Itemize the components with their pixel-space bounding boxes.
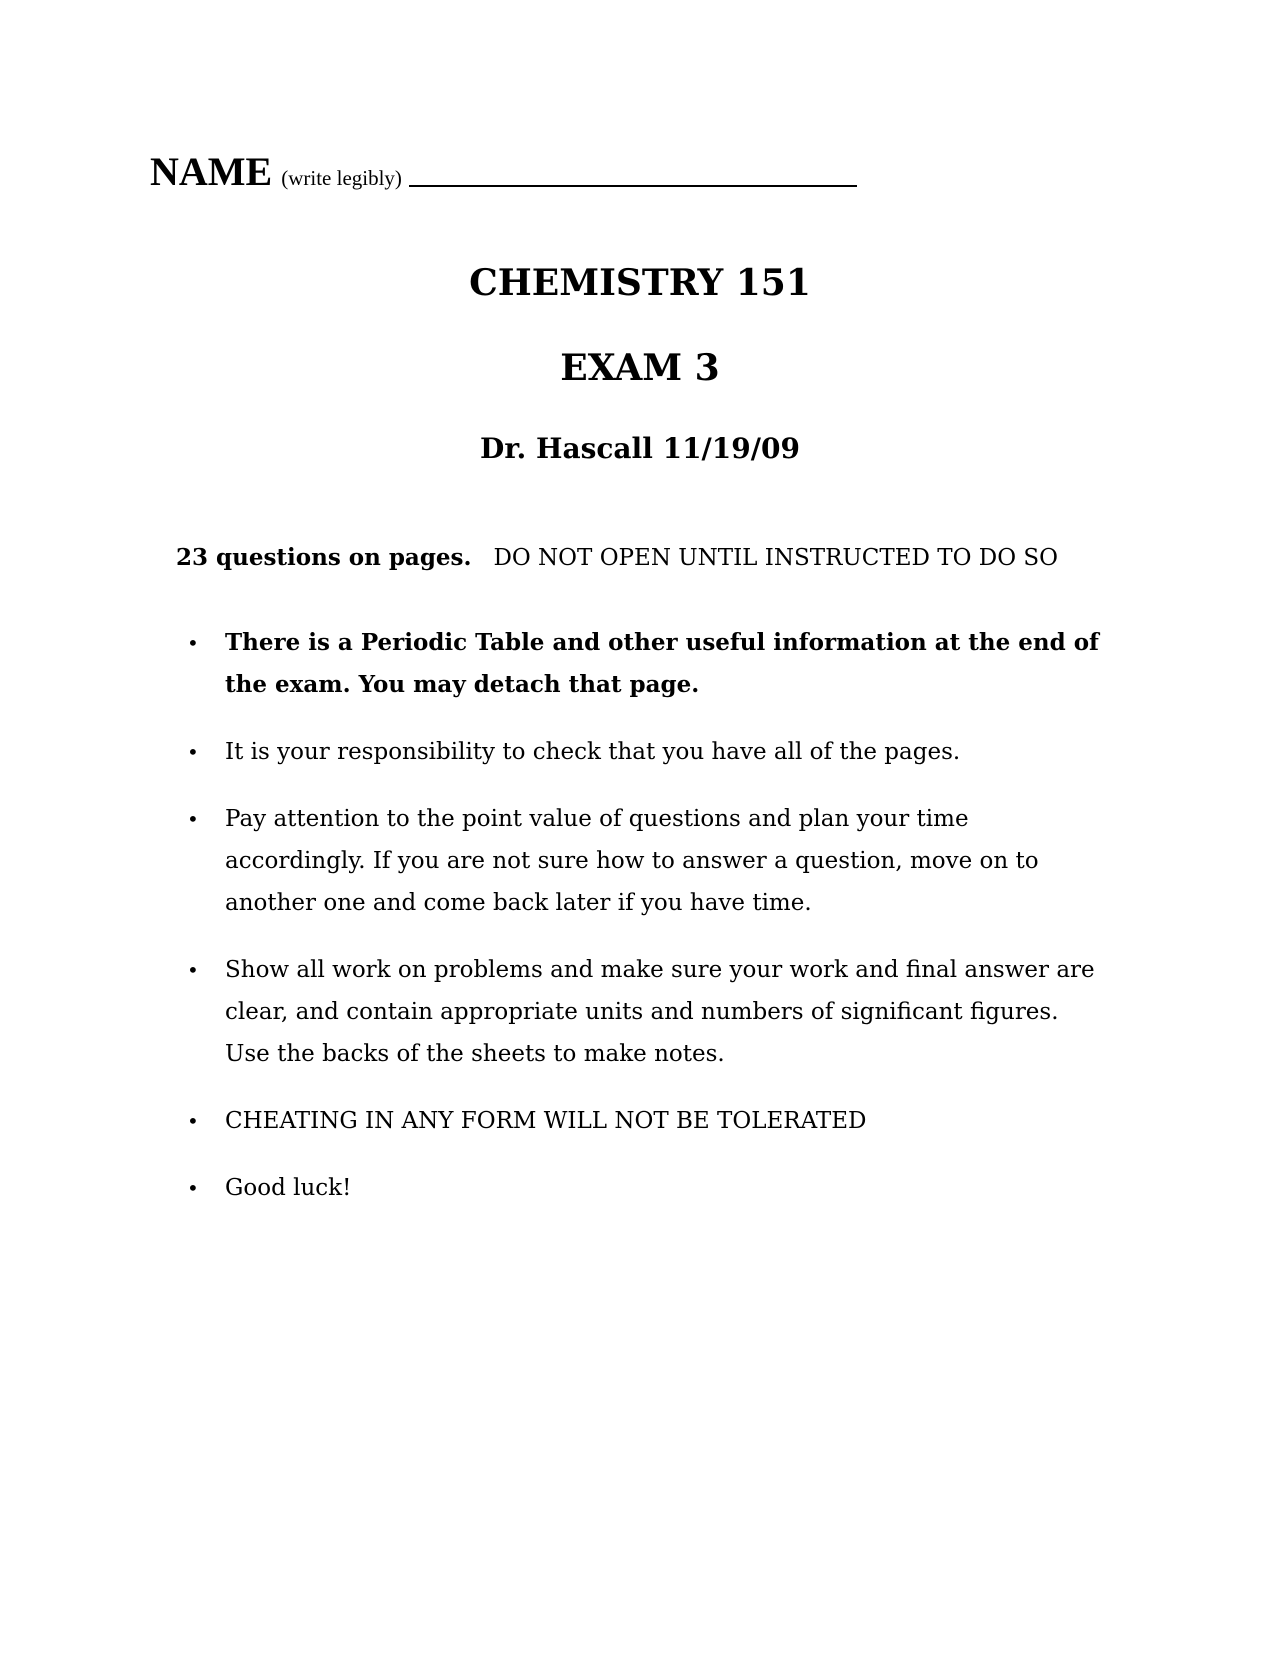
course-title: CHEMISTRY 151 xyxy=(469,262,811,304)
exam-title: EXAM 3 xyxy=(560,347,720,389)
list-item xyxy=(187,949,1107,1075)
bullet-icon: • xyxy=(187,740,199,764)
instruction-text: CHEATING IN ANY FORM WILL NOT BE TOLERATED xyxy=(225,1108,867,1134)
intro-line xyxy=(176,544,1058,571)
bullet-icon: • xyxy=(187,958,199,982)
instruction-text: Pay attention to the point value of questions and plan your time accordingly. If you are not sure how to answer a question, move on to another one and come back later if you have time. xyxy=(225,806,1039,916)
list-item xyxy=(187,798,1107,924)
name-blank-line xyxy=(409,184,857,187)
list-item xyxy=(187,1100,1107,1142)
bullet-icon: • xyxy=(187,1176,199,1200)
instruction-text: There is a Periodic Table and other useful information at the end of the exam. You may detach that page. xyxy=(225,629,1099,698)
list-item xyxy=(187,731,1107,773)
instruction-text: Good luck! xyxy=(225,1175,352,1201)
list-item xyxy=(187,622,1107,706)
instruction-text: Show all work on problems and make sure your work and final answer are clear, and contain appropriate units and numbers of significant figures. Use the backs of the sheets to make notes. xyxy=(225,957,1095,1067)
list-item xyxy=(187,1167,1107,1209)
name-hint: (write legibly) xyxy=(281,166,402,190)
name-label: NAME xyxy=(150,149,273,194)
bullet-icon: • xyxy=(187,807,199,831)
instruction-text: It is your responsibility to check that you have all of the pages. xyxy=(225,739,961,765)
instructor-date: Dr. Hascall 11/19/09 xyxy=(480,432,800,465)
name-field-row xyxy=(150,148,857,195)
bullet-icon: • xyxy=(187,1109,199,1133)
instructions-list xyxy=(187,622,1107,1234)
question-count: 23 questions on pages. xyxy=(176,544,472,571)
open-warning: DO NOT OPEN UNTIL INSTRUCTED TO DO SO xyxy=(493,545,1058,571)
bullet-icon: • xyxy=(187,631,199,655)
